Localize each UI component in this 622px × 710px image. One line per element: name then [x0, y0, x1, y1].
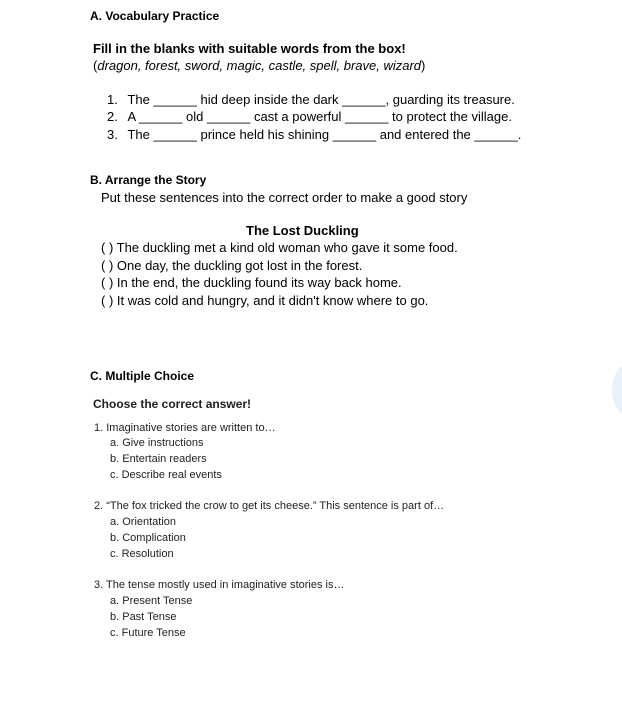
story-sentence: ( ) It was cold and hungry, and it didn't know where to go.: [101, 293, 429, 308]
fill-item-number: 2.: [107, 109, 118, 124]
section-b-heading: B. Arrange the Story: [90, 173, 207, 187]
word-box-words: dragon, forest, sword, magic, castle, spell, brave, wizard: [97, 58, 422, 73]
option: b. Past Tense: [110, 611, 177, 623]
fill-item: [107, 127, 521, 142]
story-sentence: ( ) One day, the duckling got lost in the forest.: [101, 258, 363, 273]
fill-item-text: A ______ old ______ cast a powerful ______ to protect the village.: [127, 109, 512, 124]
fill-item: [107, 109, 512, 124]
question: 2. “The fox tricked the crow to get its cheese.” This sentence is part of…: [94, 500, 445, 512]
fill-item-number: 3.: [107, 127, 118, 142]
story-title: The Lost Duckling: [246, 223, 359, 238]
word-box: [93, 58, 425, 73]
fill-item-text: The ______ prince held his shining ______ and entered the ______.: [127, 127, 522, 142]
section-c-heading: C. Multiple Choice: [90, 369, 195, 383]
story-sentence: ( ) In the end, the duckling found its way back home.: [101, 275, 402, 290]
fill-item: [107, 92, 515, 107]
fill-item-number: 1.: [107, 92, 118, 107]
word-box-close: ): [421, 58, 426, 73]
option: a. Orientation: [110, 516, 177, 528]
decorative-circle: [612, 362, 622, 418]
fill-item-text: The ______ hid deep inside the dark ______, guarding its treasure.: [127, 92, 515, 107]
story-sentence: ( ) The duckling met a kind old woman who gave it some food.: [101, 240, 458, 255]
section-a-instruction: Fill in the blanks with suitable words from the box!: [93, 41, 406, 56]
question: 1. Imaginative stories are written to…: [94, 422, 276, 434]
option: c. Resolution: [110, 548, 174, 560]
option: b. Complication: [110, 532, 186, 544]
section-c-instruction: Choose the correct answer!: [93, 397, 252, 411]
option: a. Present Tense: [110, 595, 193, 607]
option: b. Entertain readers: [110, 453, 207, 465]
option: c. Describe real events: [110, 469, 222, 481]
question: 3. The tense mostly used in imaginative stories is…: [94, 579, 345, 591]
section-a-heading: A. Vocabulary Practice: [90, 9, 220, 23]
word-box-open: (: [93, 58, 98, 73]
option: c. Future Tense: [110, 627, 186, 639]
section-b-instruction: Put these sentences into the correct order to make a good story: [101, 190, 468, 205]
option: a. Give instructions: [110, 437, 204, 449]
